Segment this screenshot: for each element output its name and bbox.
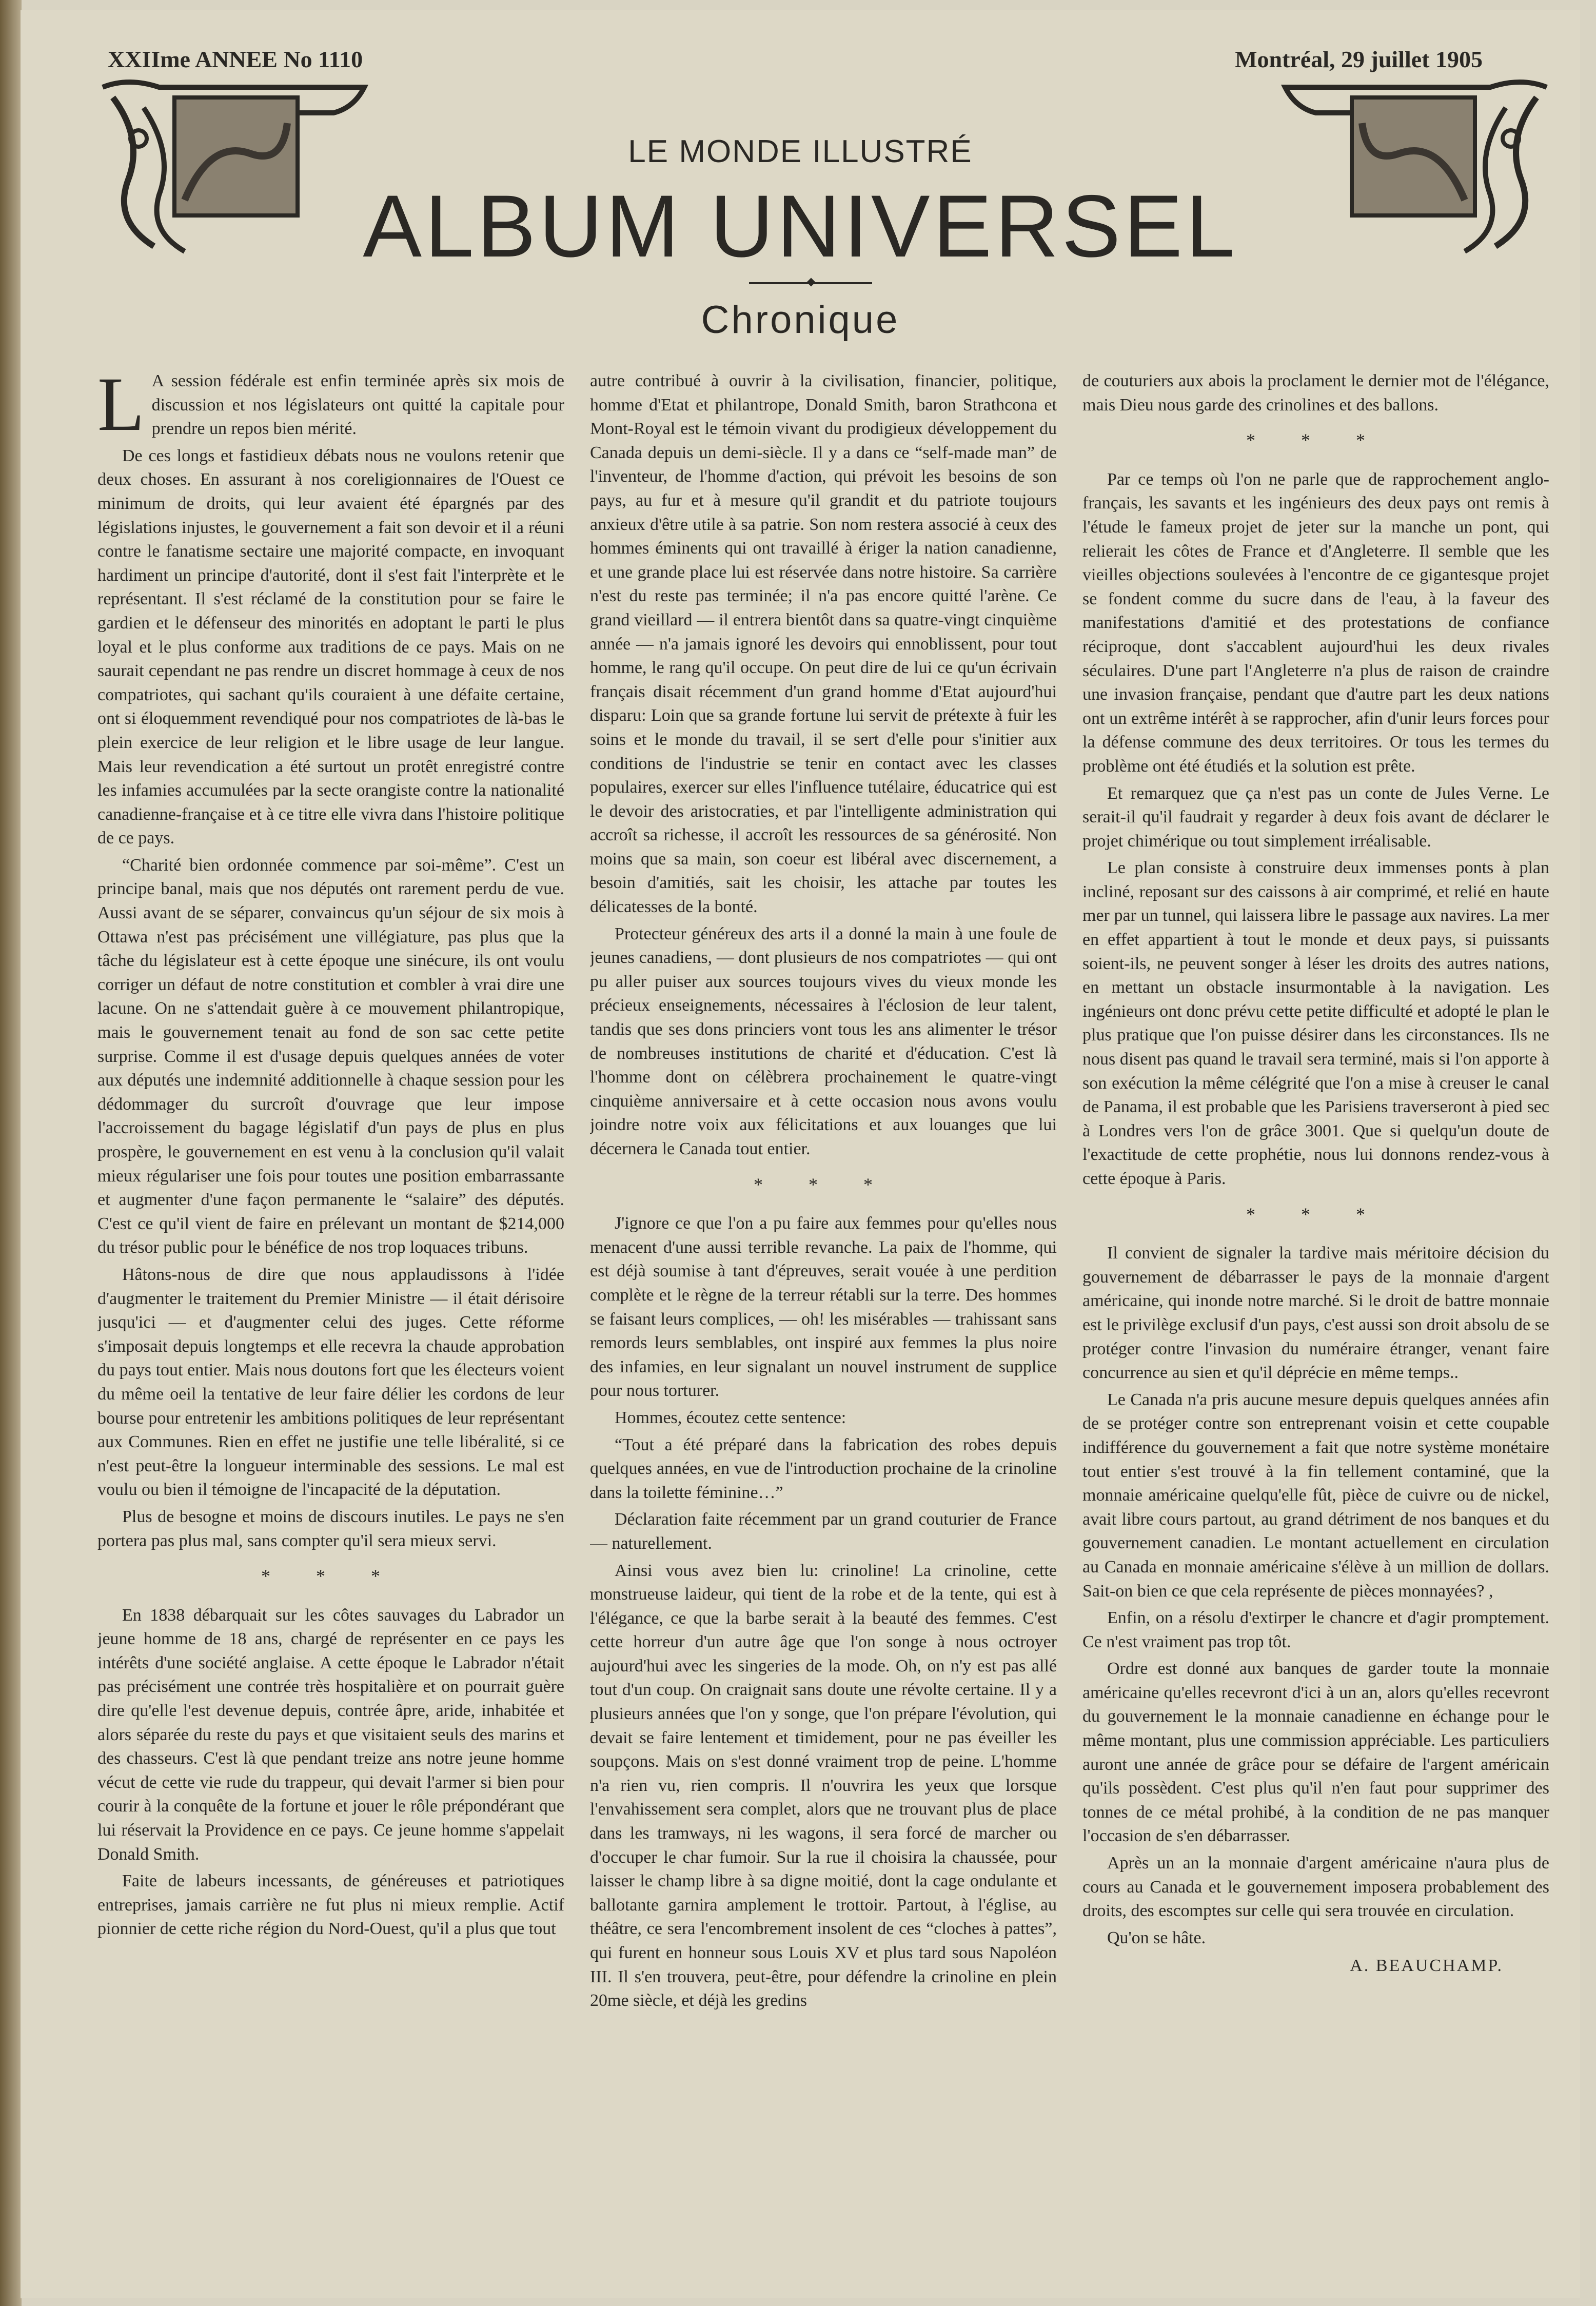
paragraph: Par ce temps où l'on ne parle que de rapprochement anglo-français, les savants et les ingénieurs des deux pays ont remis à l'étude le fameux projet de jeter sur la manche un pont, qui relierait les côtes de France et d'Angleterre. Il semble que les vieilles objections soulevées à l'encontre de ce gigantesque projet se fondent comme du sucre dans de l'eau, à la faveur des manifestations d'amitié et des protestations de confiance réciproque, dont s'accablent aujourd'hui les deux rivales séculaires. D'une part l'Angleterre n'a plus de raison de craindre une invasion française, pendant que d'autre part les deux nations ont un extrême intérêt à se rapprocher, afin d'unir leurs forces pour la défense commune des deux territoires. Or tous les termes du problème ont été étudiés et la solution est prête.	[1082, 469, 1549, 776]
column-1	[97, 369, 564, 2268]
paragraph: En 1838 débarquait sur les côtes sauvages du Labrador un jeune homme de 18 ans, chargé de représenter en ce pays les intérêts d'une société anglaise. A cette époque le Labrador n'était pas précisément une contrée très hospitalière et on pourrait guère dire qu'elle l'est devenue depuis, contrée âpre, aride, inhabitée et alors séparée du reste du pays et que visitaient seuls des marins et des chasseurs. C'est là que pendant treize ans notre jeune homme vécut de cette vie rude du trappeur, qui devait l'armer si bien pour courir à la conquête de la fortune et jouer le rôle prépondérant que lui réservait la Providence en ce pays. Ce jeune homme s'appelait Donald Smith.	[97, 1605, 564, 1864]
paragraph: Hommes, écoutez cette sentence:	[615, 1408, 846, 1427]
dateline: Montréal, 29 juillet 1905	[1235, 46, 1483, 72]
paragraph: Déclaration faite récemment par un grand couturier de France — naturellement.	[590, 1510, 1057, 1553]
book-spine-edge	[0, 0, 22, 2306]
article-columns	[97, 369, 1549, 2268]
paragraph: Ordre est donné aux banques de garder toute la monnaie américaine qu'elles recevront d'ici à un an, alors qu'elles recevront du gouvernement le la monnaie canadienne en échange pour le même montant, plus une commission appréciable. Les particuliers auront une année de grâce pour se défaire de l'argent américain qu'ils possèdent. C'est plus qu'il n'en faut pour supprimer des tonnes de ce métal prohibé, à la condition de ne pas manquer l'occasion de s'en débarrasser.	[1082, 1659, 1549, 1846]
masthead-title: ALBUM UNIVERSEL	[363, 177, 1238, 275]
section-separator: * * *	[1246, 430, 1386, 451]
paragraph: Qu'on se hâte.	[1107, 1928, 1206, 1947]
paragraph: autre contribué à ouvrir à la civilisation, financier, politique, homme d'Etat et philantrope, Donald Smith, baron Strathcona et Mont-Royal est le témoin vivant du prodigieux développement du Canada depuis un demi-siècle. Il y a dans ce “self-made man” de l'inventeur, de l'homme d'action, qui prévoit les besoins de son pays, au fur et à mesure qu'il grandit et du patriote toujours anxieux d'être utile à sa patrie. Son nom restera associé à ceux des hommes éminents qui ont travaillé à ériger la nation canadienne, et une grande place lui est réservée dans notre histoire. Sa carrière n'est du reste pas terminée; il n'a pas encore quitté l'arène. Ce grand vieillard — il entrera bientôt dans sa quatre-vingt cinquième année — n'a jamais ignoré les devoirs qui ennoblissent, pour tout homme, le rang qu'il occupe. On peut dire de lui ce qu'un écrivain français disait récemment d'un grand homme d'Etat aujourd'hui disparu: Loin que sa grande fortune lui servit de prétexte à fuir les soins et le monde du travail, il se sert d'elle pour s'initier aux conditions de l'industrie se tenir en contact avec les classes populaires, exercer sur elles l'influence tutélaire, éducatrice qui est le devoir des aristocraties, et par l'intelligente administration qui accroît sa richesse, il accroît les ressources de sa générosité. Non moins que sa main, son coeur est libéral avec discernement, a besoin d'amitiés, sait les choisir, les attache par toutes les délicatesses de la bonté.	[590, 371, 1057, 917]
paragraph: Enfin, on a résolu d'extirper le chancre et d'agir promptement. Ce n'est vraiment pas trop tôt.	[1082, 1608, 1549, 1651]
section-title: Chronique	[701, 298, 900, 342]
paragraph: Hâtons-nous de dire que nous applaudissons à l'idée d'augmenter le traitement du Premier Ministre — il était dérisoire jusqu'ici — et d'augmenter celui des juges. Cette réforme s'imposait depuis longtemps et elle recevra la chaude approbation du pays tout entier. Mais nous doutons fort que les électeurs voient du même oeil la tentative de leur faire délier les cordons de leur bourse pour entretenir les ambitions politiques de leur représentant aux Communes. Rien en effet ne justifie une telle libéralité, si ce n'est peut-être la longueur interminable des sessions. Le mal est voulu ou bien il témoigne de l'incapacité de la députation.	[97, 1265, 564, 1500]
column-2	[590, 369, 1057, 2268]
section-separator: * * *	[261, 1566, 401, 1587]
author-signature: A. BEAUCHAMP.	[1350, 1956, 1503, 1976]
paragraph: A session fédérale est enfin terminée après six mois de discussion et nos législateurs ont quitté la capitale pour prendre un repos bien mérité.	[151, 371, 564, 439]
running-header	[108, 38, 1483, 80]
paragraph: Protecteur généreux des arts il a donné la main à une foule de jeunes canadiens, — dont plusieurs de nos compatriotes — qui ont pu aller puiser aux sources toujours vives du vieux monde les précieux enseignements, nécessaires à l'éclosion de leur talent, tandis que ses dons princiers vont tous les ans alimenter le trésor de nombreuses institutions de charité et d'éducation. C'est là l'homme dont on célèbrera prochainement le quatre-vingt cinquième anniversaire et à cette occasion nous avons voulu joindre notre voix aux félicitations et aux louanges que lui décernera le Canada tout entier.	[590, 924, 1057, 1158]
paragraph: Plus de besogne et moins de discours inutiles. Le pays ne s'en portera pas plus mal, sans compter qu'il sera mieux servi.	[97, 1507, 564, 1550]
ornamental-rule	[749, 282, 872, 284]
paragraph: Ainsi vous avez bien lu: crinoline! La crinoline, cette monstrueuse laideur, qui tient de la robe et de la tente, qui est à l'élégance, ce que la barbe serait à la beauté des femmes. C'est cette horreur d'un autre âge que l'on songe à nous octroyer aujourd'hui avec les singeries de la mode. Oh, on n'y est pas allé tout d'un coup. On craignait sans doute une révolte certaine. Il y a plusieurs années que l'on y songe, que l'on prépare l'évolution, qui devait se faire lentement et timidement, pour ne pas éveiller les soupçons. Mais on s'est donné vraiment trop de peine. L'homme n'a rien vu, rien compris. Il n'ouvrira les yeux que lorsque l'envahissement sera complet, alors que ne trouvant plus de place dans les tramways, ni les wagons, il sera forcé de marcher ou d'occuper le char fumoir. Sur la rue il choisira la chaussée, pour laisser le champ libre à sa digne moitié, dont la cage ondulante et ballotante garnira amplement le trottoir. Partout, à l'église, au théâtre, ce sera l'encombrement insolent de ces “cloches à pattes”, qui furent en honneur sous Louis XV et plus tard sous Napoléon III. Il s'en trouvera, peut-être, pour défendre la crinoline en plein 20me siècle, et déjà les gredins	[590, 1561, 1057, 2011]
paragraph: “Charité bien ordonnée commence par soi-même”. C'est un principe banal, mais que nos députés ont rarement perdu de vue. Aussi avant de se séparer, convaincus qu'un séjour de six mois à Ottawa n'est pas précisément une villégiature, pas plus que la tâche du législateur est à cette époque une sinécure, ils ont voulu corriger un défaut de notre constitution et combler à vrai dire une lacune. On ne s'attendait guère à ce mouvement philantropique, mais le gouvernement tenait au fond de son sac cette petite surprise. Comme il est d'usage depuis quelques années de voter aux députés une indemnité additionnelle à chaque session pour les dédommager du surcroît d'ouvrage que leur impose l'accroissement du bagage législatif d'un pays de plus en plus prospère, le gouvernement en est venu à la conclusion qu'il valait mieux régulariser une fois pour toutes une position embarrassante et augmenter d'une façon permanente le “salaire” des députés. C'est ce qu'il vient de faire en prélevant un montant de $214,000 du trésor public pour le bénéfice de nos trop loquaces tribuns.	[97, 855, 564, 1257]
column-3	[1082, 369, 1549, 2268]
paragraph: Il convient de signaler la tardive mais méritoire décision du gouvernement de débarrasser le pays de la monnaie d'argent américaine, qui inonde notre marché. Si le droit de battre monnaie est le privilège exclusif d'un pays, c'est aussi son droit absolu de se protéger contre l'invasion du numéraire étranger, venant faire concurrence au sien et qu'il déprécie en même temps..	[1082, 1244, 1549, 1383]
issue-number: XXIIme ANNEE No 1110	[108, 46, 363, 72]
masthead-kicker: LE MONDE ILLUSTRÉ	[628, 134, 973, 169]
paragraph: J'ignore ce que l'on a pu faire aux femmes pour qu'elles nous menacent d'une aussi terrible revanche. La paix de l'homme, qui est déjà soumise à tant d'épreuves, serait vouée à une perdition complète et le règne de la terreur rétabli sur la terre. Des hommes se faisant leurs complices, — oh! les misérables — trahissant sans remords leurs semblables, ont inspiré aux femmes la plus noire des infamies, en leur signalant un nouvel instrument de supplice pour nous torturer.	[590, 1214, 1057, 1401]
newspaper-page	[21, 10, 1580, 2298]
paragraph: De ces longs et fastidieux débats nous ne voulons retenir que deux choses. En assurant à nos coreligionnaires de l'Ouest ce minimum de droits, qui leur avaient été épargnés par des législations injustes, le gouvernement a fait son devoir et il a réuni contre le fanatisme sectaire une majorité compacte, en invoquant hardiment un principe d'autorité, dont il s'est fait l'interprète et le représentant. Il s'est réclamé de la constitution pour se faire le gardien et le défenseur des minorités en adoptant le parti le plus loyal et le plus conforme aux traditions de ce pays. Mais on ne saurait cependant ne pas rendre un discret hommage à ceux de nos compatriotes, qui sachant qu'ils couraient à une défaite certaine, ont si éloquemment revendiqué pour nos compatriotes de là-bas le plein exercice de leur religion et le libre usage de leur langue. Mais leur revendication a été surtout un protêt enregistré contre les infamies accumulées par la secte orangiste contre la nationalité canadienne-française et à ce titre elle vivra dans l'histoire politique de ce pays.	[97, 446, 564, 848]
drop-cap: L	[97, 369, 145, 447]
paragraph: de couturiers aux abois la proclament le dernier mot de l'élégance, mais Dieu nous garde des crinolines et des ballons.	[1082, 371, 1549, 415]
section-separator: * * *	[754, 1174, 893, 1195]
paragraph: Après un an la monnaie d'argent américaine n'aura plus de cours au Canada et le gouvernement imposera probablement des droits, des escomptes sur celle qui sera trouvée en circulation.	[1082, 1854, 1549, 1921]
paragraph: Le Canada n'a pris aucune mesure depuis quelques années afin de se protéger contre son entreprenant voisin et cette coupable indifférence du gouvernement a fait que notre système monétaire tout entier s'est trouvé à la fin tellement contaminé, que la monnaie américaine quelqu'elle fût, pièce de cuivre ou de nickel, avait libre cours partout, au grand détriment de nos banques et du gouvernement canadien. Le montant actuellement en circulation au Canada en monnaie américaine s'élève à un million de dollars. Sait-on bien ce que cela représente de pièces monnayées? ,	[1082, 1390, 1549, 1601]
paragraph: Le plan consiste à construire deux immenses ponts à plan incliné, reposant sur des caissons à air comprimé, et relié en haute mer par un tunnel, qui laissera libre le passage aux navires. La mer en effet appartient à tout le monde et deux pays, si puissants soient-ils, ne peuvent songer à léser les droits des autres nations, en mettant un obstacle insurmontable à la navigation. Les ingénieurs ont donc prévu cette petite difficulté et adopté le plan le plus pratique que l'on puisse désirer dans les circonstances. Ils ne nous disent pas quand le travail sera terminé, mais si l'on apporte à son exécution la même célégrité que l'on a mise à creuser le canal de Panama, il est probable que les Parisiens traverseront à pied sec à Londres vers l'on de grâce 3001. Que si quelqu'un doute de l'exactitude de cette prophétie, nous lui donnons rendez-vous à cette époque à Paris.	[1082, 858, 1549, 1188]
paragraph: Et remarquez que ça n'est pas un conte de Jules Verne. Le serait-il qu'il faudrait y regarder à deux fois avant de déclarer le projet chimérique ou tout simplement irréalisable.	[1082, 783, 1549, 851]
quotation: “Tout a été préparé dans la fabrication des robes depuis quelques années, en vue de l'introduction prochaine de la crinoline dans la toilette féminine…”	[590, 1435, 1057, 1502]
section-separator: * * *	[1246, 1204, 1386, 1225]
paragraph: Faite de labeurs incessants, de généreuses et patriotiques entreprises, jamais carrière ne fut plus ni mieux remplie. Actif pionnier de cette riche région du Nord-Ouest, qu'il a plus que tout	[97, 1871, 564, 1939]
